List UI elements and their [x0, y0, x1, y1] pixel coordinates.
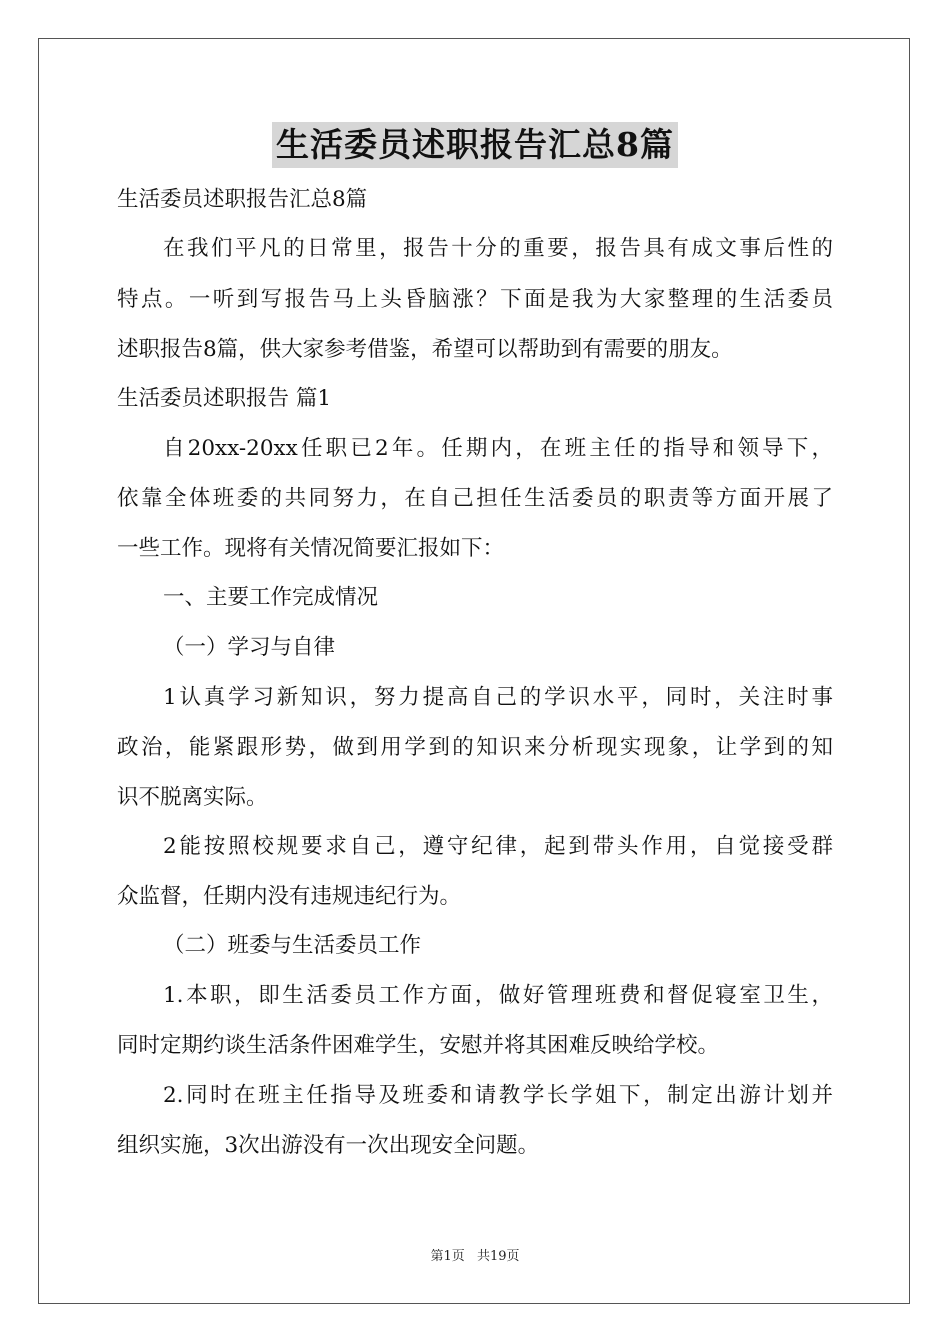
paragraph-line: 在我们平凡的日常里，报告十分的重要，报告具有成文事后性的	[163, 236, 833, 261]
subtitle-line: 生活委员述职报告汇总8篇	[117, 187, 368, 212]
paragraph-line: 政治，能紧跟形势，做到用学到的知识来分析现实现象，让学到的知	[117, 735, 833, 760]
paragraph-line: 识不脱离实际。	[117, 785, 268, 810]
paragraph-line: 一些工作。现将有关情况简要汇报如下：	[117, 536, 505, 561]
page-number: 第1页	[430, 1249, 465, 1264]
subsection-heading: （二）班委与生活委员工作	[163, 933, 422, 958]
paragraph-line: 依靠全体班委的共同努力，在自己担任生活委员的职责等方面开展了	[117, 486, 833, 511]
paragraph-line: 1认真学习新知识，努力提高自己的学识水平，同时，关注时事	[163, 685, 833, 710]
document-title: 生活委员述职报告汇总8篇	[272, 122, 678, 168]
section-heading: 生活委员述职报告 篇1	[117, 386, 332, 411]
paragraph-line: 述职报告8篇，供大家参考借鉴，希望可以帮助到有需要的朋友。	[117, 337, 733, 362]
total-pages: 共19页	[476, 1249, 520, 1264]
subsection-heading: 一、主要工作完成情况	[163, 585, 379, 610]
paragraph-line: 特点。一听到写报告马上头昏脑涨？下面是我为大家整理的生活委员	[117, 287, 833, 312]
page-border	[38, 38, 910, 1304]
paragraph-line: 2能按照校规要求自己，遵守纪律，起到带头作用，自觉接受群	[163, 834, 833, 859]
paragraph-line: 同时定期约谈生活条件困难学生，安慰并将其困难反映给学校。	[117, 1033, 720, 1058]
paragraph-line: 自20xx-20xx任职已2年。任期内，在班主任的指导和领导下，	[163, 436, 833, 461]
paragraph-line: 1.本职，即生活委员工作方面，做好管理班费和督促寝室卫生，	[163, 983, 833, 1008]
subsection-heading: （一）学习与自律	[163, 635, 336, 660]
paragraph-line: 2.同时在班主任指导及班委和请教学长学姐下，制定出游计划并	[163, 1083, 833, 1108]
title-container	[0, 122, 950, 168]
paragraph-line: 组织实施，3次出游没有一次出现安全问题。	[117, 1133, 540, 1158]
paragraph-line: 众监督，任期内没有违规违纪行为。	[117, 884, 462, 909]
page-footer	[0, 1248, 950, 1266]
